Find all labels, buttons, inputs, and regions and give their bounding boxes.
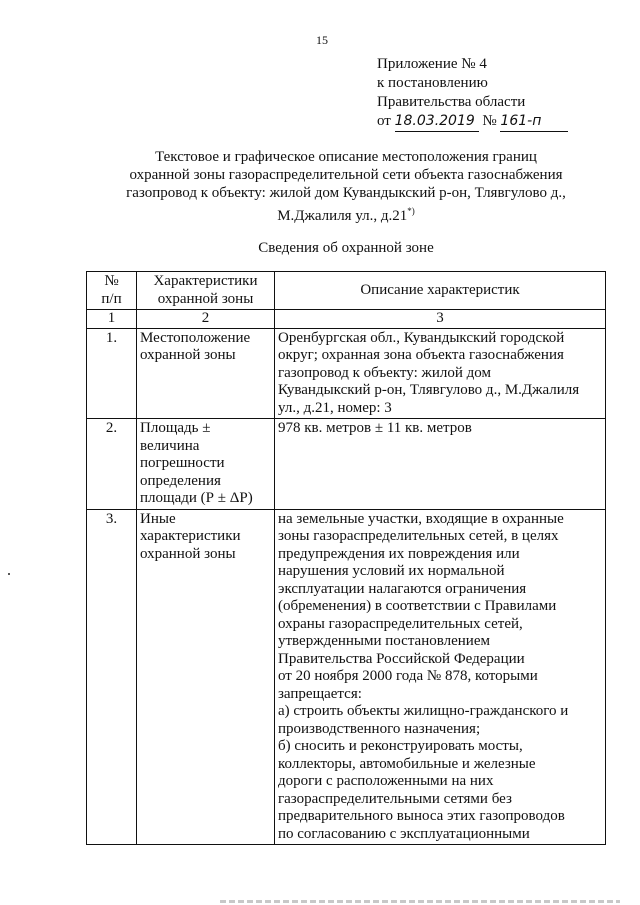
description-line: предупреждения их повреждения или: [278, 545, 520, 562]
title-line-1: Текстовое и графическое описание местоположения границ: [155, 149, 537, 165]
title-line-2: охранной зоны газораспределительной сети объекта газоснабжения: [129, 167, 563, 183]
description-line: газопровод к объекту: жилой дом: [278, 364, 491, 381]
description-line: Кувандыкский р-он, Тлявгулово д., М.Джалиля: [278, 382, 580, 398]
row-characteristic: [137, 509, 275, 845]
description-line: а) строить объекты жилищно-гражданского и: [278, 703, 569, 719]
description-line: нарушения условий их нормальной: [278, 563, 505, 579]
description-line: коллекторы, автомобильные и железные: [278, 755, 536, 772]
footnote-mark: *): [407, 206, 415, 216]
characteristic-line: Местоположение: [140, 329, 251, 346]
description-line: эксплуатации налагаются ограничения: [278, 580, 527, 597]
description-line: зоны газораспределительных сетей, в целях: [278, 528, 559, 544]
column-number: 3: [275, 310, 606, 329]
scan-edge-artifact: [220, 900, 620, 903]
page-number: 15: [316, 33, 328, 47]
title-line-3: газопровод к объекту: жилой дом Кувандыкский р-он, Тлявгулово д.,: [126, 185, 566, 201]
appendix-line-1: Приложение № 4: [377, 56, 487, 72]
column-number: 2: [137, 310, 275, 329]
description-line: на земельные участки, входящие в охранные: [278, 510, 564, 527]
description-line: от 20 ноября 2000 года № 878, которыми: [278, 668, 538, 684]
header-characteristic-line-2: охранной зоны: [157, 290, 254, 307]
handwritten-date: 18.03.2019: [395, 112, 479, 132]
row-number: 2.: [87, 419, 137, 510]
table-body: [87, 328, 606, 845]
header-number: [87, 272, 137, 310]
date-prefix: от: [377, 113, 391, 129]
table-row: [87, 328, 606, 419]
column-number-row: [87, 310, 606, 329]
description-line: округ; охранная зона объекта газоснабжения: [278, 347, 564, 363]
header-number-line-2: п/п: [101, 290, 122, 307]
protection-zone-table: [86, 271, 606, 845]
appendix-line-2: к постановлению: [377, 75, 488, 91]
characteristic-line: Иные: [140, 510, 176, 527]
appendix-date-line: [377, 112, 568, 132]
description-line: газораспределительными сетями без: [278, 790, 512, 807]
row-number: 3.: [87, 509, 137, 845]
row-characteristic: [137, 419, 275, 510]
title-line-4-text: М.Джалиля ул., д.21: [277, 208, 408, 224]
characteristic-line: Площадь ± величина: [140, 420, 211, 454]
table-row: [87, 509, 606, 845]
document-title: [86, 148, 606, 225]
row-description: [275, 419, 606, 510]
header-description: Описание характеристик: [275, 272, 606, 310]
characteristic-line: площади (Р ± ΔР): [140, 490, 253, 506]
appendix-block: [377, 55, 568, 132]
row-description: [275, 328, 606, 419]
description-line: производственного назначения;: [278, 720, 481, 737]
column-number: 1: [87, 310, 137, 329]
header-characteristic: [137, 272, 275, 310]
table-row: [87, 419, 606, 510]
description-line: ул., д.21, номер: 3: [278, 399, 392, 416]
description-line: охраны газораспределительных сетей,: [278, 615, 523, 632]
description-line: (обременения) в соответствии с Правилами: [278, 598, 557, 614]
characteristic-line: погрешности: [140, 455, 225, 471]
description-line: запрещается:: [278, 685, 362, 702]
section-title: Сведения об охранной зоне: [258, 240, 434, 256]
characteristic-line: определения: [140, 472, 221, 489]
scan-speck: [8, 573, 10, 575]
description-line: по согласованию с эксплуатационными: [278, 825, 530, 842]
header-characteristic-line-1: Характеристики: [153, 273, 258, 289]
handwritten-number: 161-п: [500, 112, 568, 132]
row-description: [275, 509, 606, 845]
number-prefix: №: [482, 113, 497, 129]
characteristic-line: характеристики: [140, 528, 241, 544]
description-line: дороги с расположенными на них: [278, 773, 494, 789]
description-line: предварительного выноса этих газопроводов: [278, 808, 565, 824]
description-line: 978 кв. метров ± 11 кв. метров: [278, 420, 472, 436]
description-line: Оренбургская обл., Кувандыкский городской: [278, 329, 565, 346]
table-header-row: [87, 272, 606, 310]
header-number-line-1: №: [104, 273, 119, 289]
appendix-line-3: Правительства области: [377, 94, 526, 110]
characteristic-line: охранной зоны: [140, 347, 236, 363]
description-line: Правительства Российской Федерации: [278, 650, 525, 667]
row-number: 1.: [87, 328, 137, 419]
title-line-4: [86, 202, 606, 225]
characteristic-line: охранной зоны: [140, 545, 236, 562]
description-line: утвержденными постановлением: [278, 633, 490, 649]
description-line: б) сносить и реконструировать мосты,: [278, 738, 523, 754]
row-characteristic: [137, 328, 275, 419]
